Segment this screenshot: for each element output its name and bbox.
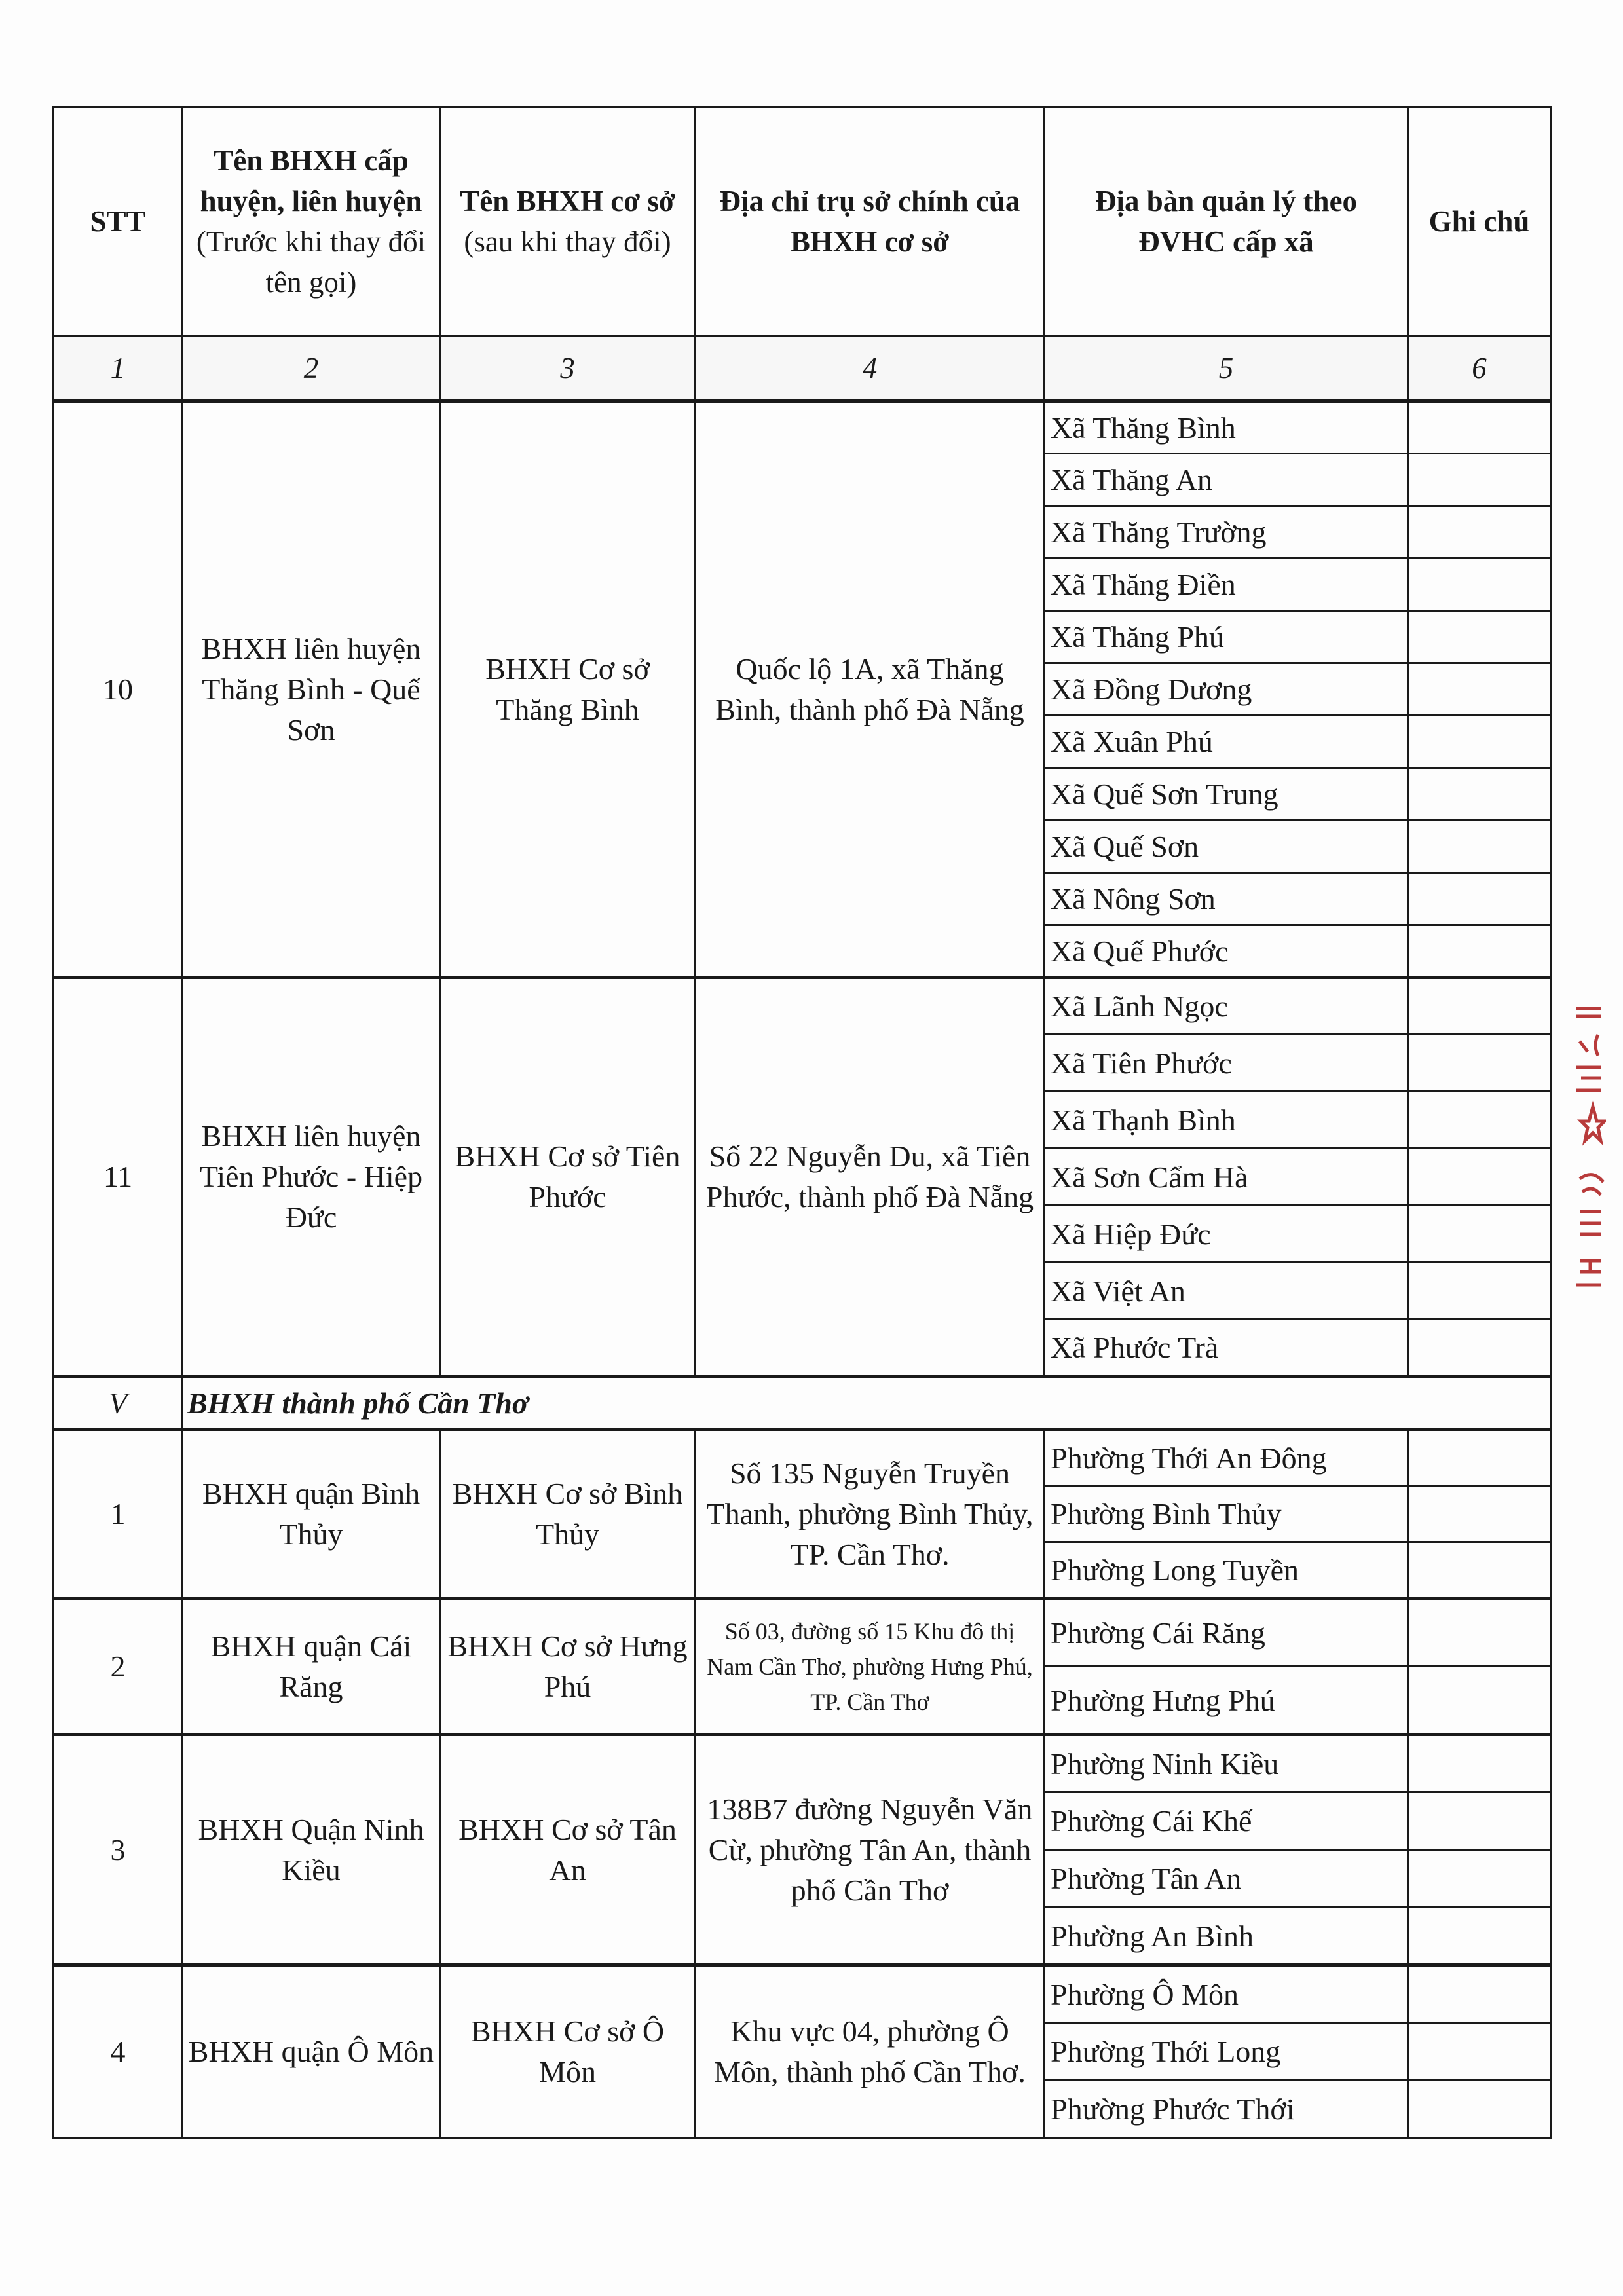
- ward-cell: Phường Ninh Kiều: [1045, 1735, 1408, 1792]
- ward-cell: Phường Tân An: [1045, 1850, 1408, 1908]
- header-note: Ghi chú: [1408, 107, 1551, 336]
- note-cell: [1408, 2081, 1551, 2138]
- header-new-name: [440, 107, 696, 336]
- new-name-cell: BHXH Cơ sở Tân An: [440, 1735, 696, 1965]
- ward-cell: Xã Hiệp Đức: [1045, 1206, 1408, 1263]
- ward-cell: Xã Xuân Phú: [1045, 716, 1408, 768]
- ward-cell: Phường Hưng Phú: [1045, 1667, 1408, 1735]
- ward-cell: Phường An Bình: [1045, 1908, 1408, 1965]
- address-cell: Khu vực 04, phường Ô Môn, thành phố Cần Thơ.: [696, 1965, 1045, 2138]
- note-cell: [1408, 506, 1551, 559]
- section-roman: V: [54, 1377, 183, 1430]
- old-name-cell: BHXH quận Cái Răng: [183, 1599, 440, 1735]
- ward-cell: Xã Sơn Cẩm Hà: [1045, 1149, 1408, 1206]
- note-cell: [1408, 1430, 1551, 1486]
- stt-cell: 10: [54, 401, 183, 978]
- ward-cell: Xã Lãnh Ngọc: [1045, 978, 1408, 1035]
- note-cell: [1408, 768, 1551, 821]
- old-name-cell: BHXH quận Ô Môn: [183, 1965, 440, 2138]
- new-name-cell: BHXH Cơ sở Bình Thủy: [440, 1430, 696, 1599]
- note-cell: [1408, 1542, 1551, 1599]
- table-row: [54, 1735, 1551, 1792]
- col-number: 4: [696, 336, 1045, 401]
- note-cell: [1408, 1486, 1551, 1542]
- ward-cell: Xã Thăng Phú: [1045, 611, 1408, 663]
- note-cell: [1408, 1850, 1551, 1908]
- header-row: [54, 107, 1551, 336]
- ward-cell: Phường Cái Răng: [1045, 1599, 1408, 1667]
- ward-cell: Xã Thăng Trường: [1045, 506, 1408, 559]
- address-cell: Số 135 Nguyễn Truyền Thanh, phường Bình Thủy, TP. Cần Thơ.: [696, 1430, 1045, 1599]
- header-address: Địa chỉ trụ sở chính của BHXH cơ sở: [696, 107, 1045, 336]
- note-cell: [1408, 1735, 1551, 1792]
- note-cell: [1408, 1792, 1551, 1850]
- old-name-cell: BHXH quận Bình Thủy: [183, 1430, 440, 1599]
- table-row: [54, 978, 1551, 1035]
- ward-cell: Xã Quế Sơn: [1045, 821, 1408, 873]
- header-new-name-sub: (sau khi thay đổi): [464, 225, 671, 258]
- stt-cell: 4: [54, 1965, 183, 2138]
- note-cell: [1408, 1149, 1551, 1206]
- stt-cell: 11: [54, 978, 183, 1377]
- ward-cell: Phường Bình Thủy: [1045, 1486, 1408, 1542]
- ward-cell: Xã Tiên Phước: [1045, 1035, 1408, 1092]
- new-name-cell: BHXH Cơ sở Thăng Bình: [440, 401, 696, 978]
- bhxh-table: [52, 106, 1552, 2139]
- table-row: [54, 1965, 1551, 2023]
- col-number: 3: [440, 336, 696, 401]
- old-name-cell: BHXH Quận Ninh Kiều: [183, 1735, 440, 1965]
- ward-cell: Phường Thới An Đông: [1045, 1430, 1408, 1486]
- ward-cell: Xã Nông Sơn: [1045, 873, 1408, 925]
- note-cell: [1408, 1320, 1551, 1377]
- note-cell: [1408, 1263, 1551, 1320]
- stt-cell: 3: [54, 1735, 183, 1965]
- note-cell: [1408, 925, 1551, 978]
- note-cell: [1408, 1035, 1551, 1092]
- column-number-row: [54, 336, 1551, 401]
- note-cell: [1408, 401, 1551, 454]
- ward-cell: Phường Cái Khế: [1045, 1792, 1408, 1850]
- ward-cell: Xã Việt An: [1045, 1263, 1408, 1320]
- old-name-cell: BHXH liên huyện Thăng Bình - Quế Sơn: [183, 401, 440, 978]
- note-cell: [1408, 1667, 1551, 1735]
- note-cell: [1408, 1908, 1551, 1965]
- col-number: 6: [1408, 336, 1551, 401]
- section-row: [54, 1377, 1551, 1430]
- note-cell: [1408, 821, 1551, 873]
- note-cell: [1408, 1206, 1551, 1263]
- header-stt: STT: [54, 107, 183, 336]
- table-row: [54, 401, 1551, 454]
- ward-cell: Phường Ô Môn: [1045, 1965, 1408, 2023]
- header-old-name: [183, 107, 440, 336]
- note-cell: [1408, 1599, 1551, 1667]
- note-cell: [1408, 1092, 1551, 1149]
- note-cell: [1408, 2023, 1551, 2081]
- col-number: 1: [54, 336, 183, 401]
- note-cell: [1408, 716, 1551, 768]
- note-cell: [1408, 978, 1551, 1035]
- ward-cell: Xã Phước Trà: [1045, 1320, 1408, 1377]
- note-cell: [1408, 663, 1551, 716]
- ward-cell: Phường Phước Thới: [1045, 2081, 1408, 2138]
- ward-cell: Xã Thăng Bình: [1045, 401, 1408, 454]
- stt-cell: 2: [54, 1599, 183, 1735]
- address-cell: Số 03, đường số 15 Khu đô thị Nam Cần Thơ, phường Hưng Phú, TP. Cần Thơ: [696, 1599, 1045, 1735]
- table-row: [54, 1599, 1551, 1667]
- table-row: [54, 1430, 1551, 1486]
- col-number: 2: [183, 336, 440, 401]
- header-area: Địa bàn quản lý theo ĐVHC cấp xã: [1045, 107, 1408, 336]
- header-new-name-title: Tên BHXH cơ sở: [460, 185, 675, 217]
- ward-cell: Phường Thới Long: [1045, 2023, 1408, 2081]
- ward-cell: Xã Đồng Dương: [1045, 663, 1408, 716]
- note-cell: [1408, 1965, 1551, 2023]
- address-cell: Quốc lộ 1A, xã Thăng Bình, thành phố Đà Nẵng: [696, 401, 1045, 978]
- ward-cell: Xã Thăng Điền: [1045, 559, 1408, 611]
- new-name-cell: BHXH Cơ sở Ô Môn: [440, 1965, 696, 2138]
- section-title: BHXH thành phố Cần Thơ: [183, 1377, 1551, 1430]
- note-cell: [1408, 873, 1551, 925]
- note-cell: [1408, 611, 1551, 663]
- ward-cell: Xã Quế Phước: [1045, 925, 1408, 978]
- ward-cell: Xã Quế Sơn Trung: [1045, 768, 1408, 821]
- ward-cell: Xã Thạnh Bình: [1045, 1092, 1408, 1149]
- col-number: 5: [1045, 336, 1408, 401]
- ward-cell: Xã Thăng An: [1045, 454, 1408, 506]
- note-cell: [1408, 454, 1551, 506]
- red-seal-stamp-icon: [1567, 1002, 1606, 1290]
- address-cell: 138B7 đường Nguyễn Văn Cừ, phường Tân An, thành phố Cần Thơ: [696, 1735, 1045, 1965]
- header-old-name-sub: (Trước khi thay đổi tên gọi): [196, 225, 426, 299]
- old-name-cell: BHXH liên huyện Tiên Phước - Hiệp Đức: [183, 978, 440, 1377]
- address-cell: Số 22 Nguyễn Du, xã Tiên Phước, thành phố Đà Nẵng: [696, 978, 1045, 1377]
- ward-cell: Phường Long Tuyền: [1045, 1542, 1408, 1599]
- note-cell: [1408, 559, 1551, 611]
- stt-cell: 1: [54, 1430, 183, 1599]
- new-name-cell: BHXH Cơ sở Tiên Phước: [440, 978, 696, 1377]
- header-old-name-title: Tên BHXH cấp huyện, liên huyện: [200, 144, 422, 217]
- new-name-cell: BHXH Cơ sở Hưng Phú: [440, 1599, 696, 1735]
